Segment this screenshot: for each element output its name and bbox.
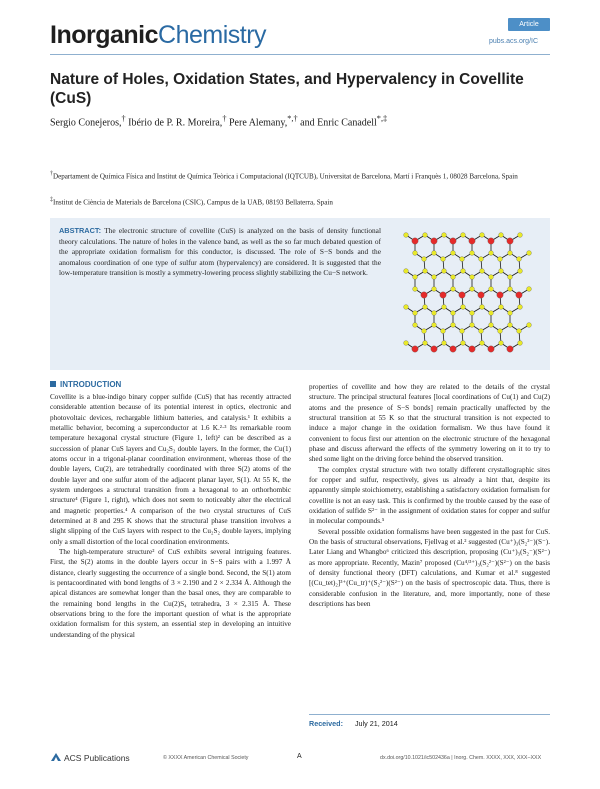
sulfur-atom bbox=[517, 329, 522, 334]
author-affil-mark: *,† bbox=[287, 114, 298, 123]
sulfur-atom bbox=[451, 323, 456, 328]
sulfur-atom bbox=[422, 257, 427, 262]
author-name[interactable]: and Enric Canadell bbox=[297, 117, 377, 129]
doi-citation[interactable]: dx.doi.org/10.1021/ic502436a | Inorg. Chem. XXXX, XXX, XXX−XXX bbox=[380, 755, 542, 761]
author-name[interactable]: Sergio Conejeros, bbox=[50, 117, 122, 129]
copper-atom bbox=[431, 238, 437, 244]
sulfur-atom bbox=[470, 323, 475, 328]
article-title: Nature of Holes, Oxidation States, and Hypervalency in Covellite (CuS) bbox=[50, 71, 524, 107]
sulfur-atom bbox=[518, 305, 523, 310]
sulfur-atom bbox=[461, 305, 466, 310]
sulfur-atom bbox=[423, 233, 428, 238]
sulfur-atom bbox=[461, 233, 466, 238]
sulfur-atom bbox=[489, 275, 494, 280]
affiliation-text: Institut de Ciència de Materials de Barcelona (CSIC), Campus de la UAB, 08193 Bellaterra, Spain bbox=[52, 198, 333, 207]
body-column-right bbox=[309, 382, 550, 609]
sulfur-atom bbox=[442, 233, 447, 238]
sulfur-atom bbox=[432, 251, 437, 256]
copper-atom bbox=[478, 292, 484, 298]
affiliation-mark: ‡ bbox=[50, 197, 53, 203]
sulfur-atom bbox=[442, 341, 447, 346]
sulfur-atom bbox=[499, 233, 504, 238]
section-square-icon bbox=[50, 381, 56, 387]
sulfur-atom bbox=[413, 251, 418, 256]
author-affil-mark: *,‡ bbox=[376, 114, 388, 123]
sulfur-atom bbox=[527, 323, 532, 328]
sulfur-atom bbox=[432, 275, 437, 280]
sulfur-atom bbox=[442, 269, 447, 274]
journal-name-part1: Inorganic bbox=[50, 21, 159, 49]
article-type-badge: Article bbox=[508, 18, 550, 31]
journal-url[interactable]: pubs.acs.org/IC bbox=[489, 38, 539, 45]
body-column-left bbox=[50, 392, 291, 640]
journal-name-part2: Chemistry bbox=[158, 21, 267, 49]
author-affil-mark: † bbox=[222, 114, 227, 123]
sulfur-atom bbox=[460, 257, 465, 262]
sulfur-atom bbox=[451, 311, 456, 316]
copper-atom bbox=[431, 346, 437, 352]
page-number: A bbox=[297, 753, 302, 760]
acs-logo-icon bbox=[50, 752, 62, 762]
sulfur-atom bbox=[441, 257, 446, 262]
copper-atom bbox=[469, 238, 475, 244]
section-heading-text: INTRODUCTION bbox=[60, 380, 122, 389]
copyright-notice: © XXXX American Chemical Society bbox=[163, 755, 249, 761]
sulfur-atom bbox=[508, 251, 513, 256]
sulfur-atom bbox=[451, 275, 456, 280]
sulfur-atom bbox=[442, 305, 447, 310]
affiliation-mark: † bbox=[50, 171, 53, 177]
sulfur-atom bbox=[470, 287, 475, 292]
sulfur-atom bbox=[489, 311, 494, 316]
sulfur-atom bbox=[413, 311, 418, 316]
sulfur-atom bbox=[480, 269, 485, 274]
copper-atom bbox=[412, 238, 418, 244]
copper-atom bbox=[497, 292, 503, 298]
sulfur-atom bbox=[422, 329, 427, 334]
sulfur-atom bbox=[432, 323, 437, 328]
sulfur-atom bbox=[470, 275, 475, 280]
sulfur-atom bbox=[470, 251, 475, 256]
copper-atom bbox=[507, 238, 513, 244]
sulfur-atom bbox=[508, 323, 513, 328]
journal-logo bbox=[50, 20, 266, 50]
received-label: Received: bbox=[309, 719, 343, 728]
sulfur-atom bbox=[451, 287, 456, 292]
body-paragraph: Covellite is a blue-indigo binary copper sulfide (CuS) that has recently attracted considerable attention because of its potential interest in optics, electronic and photovoltaic devices, rechargable lithium batteries, and catalysis.¹ It exhibits a metallic behavior, becoming a superconductor at 1.6 K.²·³ Its remarkable room temperature hexagonal crystal structure (Figure 1, left)² can be described as a succession of planar CuS layers and Cu₂S₂ double layers. In the former, the Cu(1) atoms occur in a trigonal-planar coordination environment, whereas those of the double layers, Cu(2), are tetrahedrally coordinated with three S(2) atoms of the double layer and one sulfur atom of the adjacent planar layer, S(1). At 55 K, the system undergoes a structural transition from a hexagonal to an orthorhombic structure⁴ (Figure 1, right), which does not seem to noticeably alter the electrical and magnetic properties.⁴ A comparison of the two crystal structures of CuS determined at 8 and 295 K shows that the structural phase transition involves a slight slipping of the CuS layers with respect to the Cu₂S₂ double layers, implying only a small distortion of the local coordination environments. bbox=[50, 393, 291, 546]
affiliation-1 bbox=[50, 169, 550, 181]
copper-atom bbox=[488, 346, 494, 352]
sulfur-atom bbox=[479, 257, 484, 262]
sulfur-atom bbox=[508, 275, 513, 280]
sulfur-atom bbox=[441, 329, 446, 334]
copper-atom bbox=[469, 346, 475, 352]
abstract-text: The electronic structure of covellite (CuS) is analyzed on the basis of density functional theory calculations. The nature of holes in the valence band, as well as the so far much debated question of the appropriate oxidation formalism for this conductor, is discussed. The role of S−S bonds and the anomalous coordination of one type of sulfur atom (hypervalency) are considered. It is suggested that the low-temperature transition is mostly a symmetry-lowering process slightly stabilizing the Cu−S network. bbox=[59, 226, 381, 277]
sulfur-atom bbox=[489, 287, 494, 292]
copper-atom bbox=[440, 292, 446, 298]
sulfur-atom bbox=[432, 287, 437, 292]
copper-atom bbox=[412, 346, 418, 352]
sulfur-atom bbox=[499, 305, 504, 310]
sulfur-atom bbox=[404, 269, 409, 274]
sulfur-atom bbox=[489, 323, 494, 328]
sulfur-atom bbox=[413, 323, 418, 328]
copper-atom bbox=[459, 292, 465, 298]
body-paragraph: properties of covellite and how they are related to the details of the crystal structure. The principal structural features [local coordinations of Cu(1) and Cu(2) atoms and the presence of S−S bonds] remain practically unaffected by the structural transition at 55 K so that the structural transition is not expected to induce a major change in the oxidation formalism. We thus have found it convenient to focus first our attention on the electronic structure of the hexagonal phase and discuss afterward the effects of the symmetry lowering on it to try to shed some light on the driving force behind the observed transition. bbox=[309, 383, 550, 464]
sulfur-atom bbox=[517, 257, 522, 262]
sulfur-atom bbox=[499, 341, 504, 346]
sulfur-atom bbox=[413, 275, 418, 280]
copper-atom bbox=[421, 292, 427, 298]
body-paragraph: Several possible oxidation formalisms have been suggested in the past for CuS. On the basis of structural observations, Fjellvag et al.² suggested (Cu⁺)₃(S₂²⁻)(S⁻). Later Liang and Whangbo⁶ criticized this description, proposing (Cu⁺)₃(S₂⁻)(S²⁻) as more appropriate. Recently, Mazin⁷ proposed (Cu⁴/³⁺)₃(S₂²⁻)(S²⁻) on the basis of density functional theory (DFT) calculations, and Kumar et al.⁸ suggested [(Cu_tet)₂]³⁺(Cu_tr)⁺(S₂²⁻)(S²⁻) on the basis of spectroscopic data. Thus, there is considerable confusion in the literature, and, more importantly, none of these descriptions has been bbox=[309, 527, 550, 608]
author-affil-mark: † bbox=[121, 114, 126, 123]
copper-atom bbox=[488, 238, 494, 244]
sulfur-atom bbox=[508, 311, 513, 316]
sulfur-atom bbox=[518, 233, 523, 238]
sulfur-atom bbox=[432, 311, 437, 316]
author-name[interactable]: Ibério de P. R. Moreira, bbox=[125, 117, 223, 129]
toc-crystal-structure-graphic bbox=[392, 223, 544, 366]
sulfur-atom bbox=[470, 311, 475, 316]
sulfur-atom bbox=[489, 251, 494, 256]
sulfur-atom bbox=[527, 287, 532, 292]
affiliation-2 bbox=[50, 195, 550, 207]
sulfur-atom bbox=[479, 329, 484, 334]
sulfur-atom bbox=[423, 269, 428, 274]
sulfur-atom bbox=[423, 305, 428, 310]
sulfur-atom bbox=[413, 287, 418, 292]
sulfur-atom bbox=[404, 341, 409, 346]
sulfur-atom bbox=[518, 269, 523, 274]
section-heading-introduction bbox=[50, 380, 121, 390]
affiliation-text: Departament de Química Física and Institut de Química Teòrica i Computacional (IQTCUB), Universitat de Barcelona, Martí i Franquès 1, 08028 Barcelona, Spain bbox=[52, 172, 518, 181]
received-divider bbox=[309, 714, 550, 715]
sulfur-atom bbox=[461, 341, 466, 346]
sulfur-atom bbox=[480, 305, 485, 310]
copper-atom bbox=[450, 346, 456, 352]
publisher-logo bbox=[50, 752, 130, 763]
abstract-label: ABSTRACT: bbox=[59, 226, 102, 235]
sulfur-atom bbox=[460, 329, 465, 334]
copper-atom bbox=[507, 346, 513, 352]
header-divider bbox=[50, 54, 550, 55]
sulfur-atom bbox=[404, 305, 409, 310]
publisher-name: ACS Publications bbox=[64, 753, 130, 763]
received-date: July 21, 2014 bbox=[354, 719, 398, 728]
sulfur-atom bbox=[518, 341, 523, 346]
abstract bbox=[59, 226, 381, 279]
sulfur-atom bbox=[423, 341, 428, 346]
sulfur-atom bbox=[480, 341, 485, 346]
sulfur-atom bbox=[527, 251, 532, 256]
sulfur-atom bbox=[498, 257, 503, 262]
sulfur-atom bbox=[480, 233, 485, 238]
author-list bbox=[50, 112, 387, 130]
body-paragraph: The high-temperature structure² of CuS exhibits several intriguing features. First, the S(2) atoms in the double layers occur in S−S pairs with a 1.997 Å distance, clearly suggesting the occurrence of a single bond. Second, the S(1) atom is pentacoordinated with bond lengths of 3 × 2.190 and 2 × 2.334 Å. Although the apical distances are somewhat longer than the basal ones, they are comparable to the remaining bond lengths in the Cu(2)S₄ tetrahedra, 3 × 2.315 Å. These observations bring to the fore the important question of what is the appropriate oxidation formalism for this system, an essential step in developing an intuitive understanding of the physical bbox=[50, 547, 291, 639]
sulfur-atom bbox=[499, 269, 504, 274]
sulfur-atom bbox=[498, 329, 503, 334]
author-name[interactable]: Pere Alemany, bbox=[226, 117, 288, 129]
copper-atom bbox=[450, 238, 456, 244]
body-paragraph: The complex crystal structure with two totally different crystallographic sites for copper and sulfur, respectively, gives us already a hint that, despite its apparently simple stoichiometry, establishing a satisfactory oxidation formalism for covellite is not an easy task. This is confirmed by the trouble caused by the ease of oxidation of sulfide S²⁻ in the assignment of oxidation states for copper and sulfur in molecular compounds.⁵ bbox=[309, 465, 550, 526]
sulfur-atom bbox=[451, 251, 456, 256]
sulfur-atom bbox=[461, 269, 466, 274]
sulfur-atom bbox=[508, 287, 513, 292]
copper-atom bbox=[516, 292, 522, 298]
sulfur-atom bbox=[404, 233, 409, 238]
received-date-line bbox=[309, 719, 550, 729]
